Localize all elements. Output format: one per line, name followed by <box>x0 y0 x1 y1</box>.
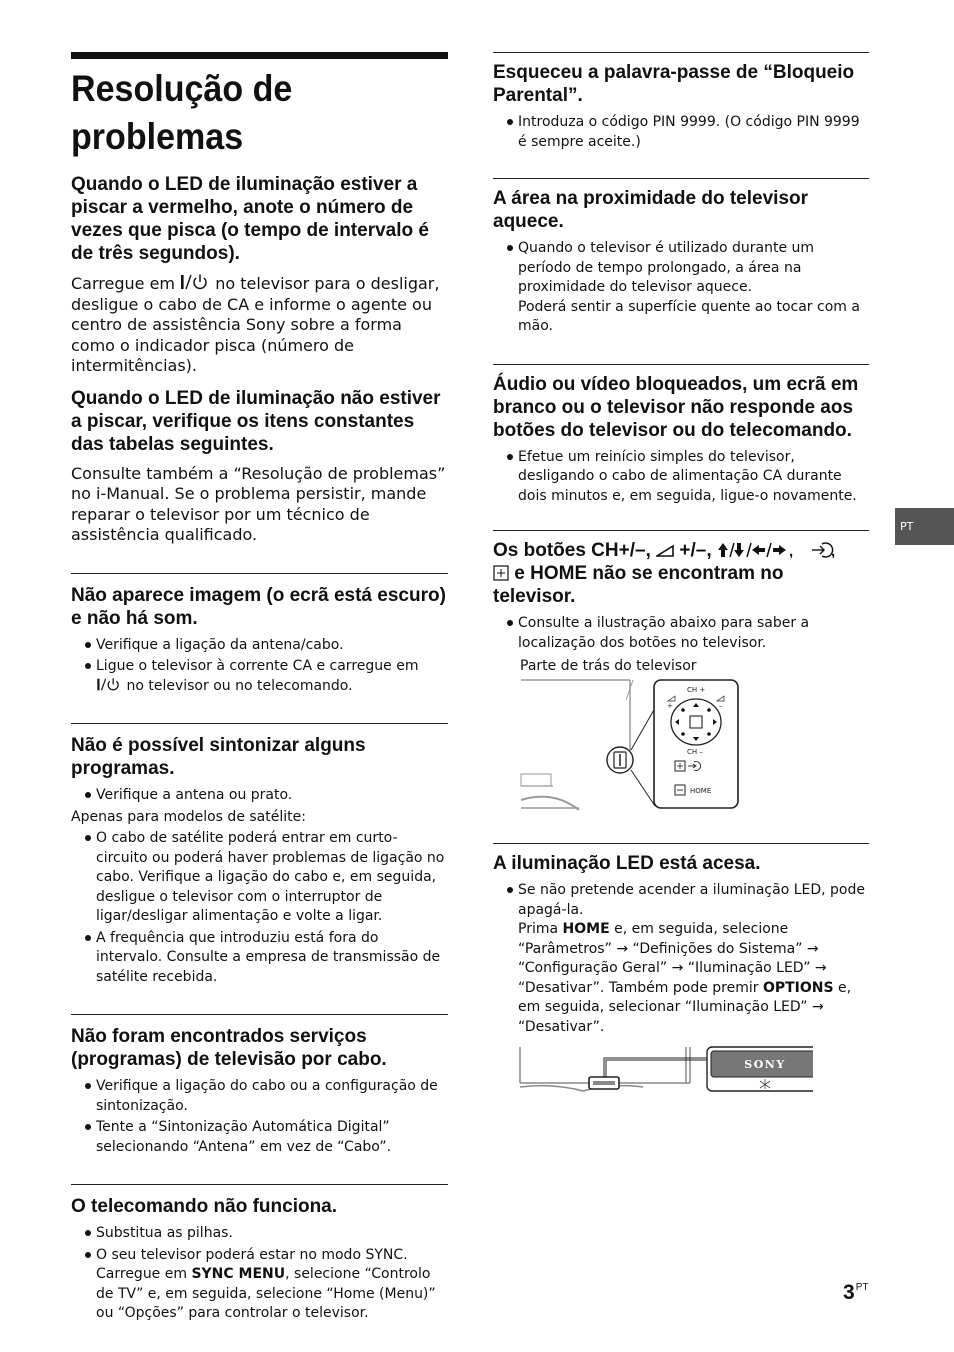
list-item: Quando o televisor é utilizado durante um período de tempo prolongado, a área na proximidade do televisor aquece. Poderá sentir a superfície quente ao tocar com a mão. <box>493 239 869 337</box>
section-heading: Áudio ou vídeo bloqueados, um ecrã em branco ou o televisor não responde aos botões do televisor ou do telecomando. <box>493 373 859 441</box>
sync-menu-label: SYNC MENU <box>191 1266 286 1282</box>
section-heat <box>493 178 869 337</box>
section-heading: Os botões CH+/–, +/–, , , e HOME não se encontram no televisor. <box>493 540 836 607</box>
volume-icon <box>656 545 674 557</box>
list-item: A frequência que introduziu está fora do intervalo. Consulte a empresa de transmissão de satélite recebida. <box>71 929 448 988</box>
list-item: Verifique a ligação do cabo ou a configuração de sintonização. <box>71 1077 448 1116</box>
page-title: Resolução de problemas <box>71 68 293 157</box>
options-key-label: OPTIONS <box>762 979 834 996</box>
led-illustration <box>493 1045 813 1097</box>
ch-plus-label: CH + <box>687 686 706 694</box>
input-icon <box>810 542 836 558</box>
satellite-note: Apenas para modelos de satélite: <box>71 808 306 825</box>
tv-buttons-illustration <box>493 678 743 813</box>
section-tuning <box>71 723 448 987</box>
list-item: Efetue um reinício simples do televisor, desligando o cabo de alimentação CA durante dois minutos e, em seguida, ligue-o novamente. <box>493 448 869 507</box>
section-led <box>493 843 869 1101</box>
arrow-icon: → <box>812 999 824 1015</box>
section-remote <box>71 1184 448 1324</box>
guide-icon <box>493 565 509 581</box>
intro-paragraph-not-blinking: Consulte também a “Resolução de problemas” no i-Manual. Se o problema persistir, mande reparar o televisor por um técnico de assistência qualificado. <box>71 463 446 544</box>
section-heading: O telecomando não funciona. <box>71 1196 338 1217</box>
list-item: Verifique a antena ou prato. <box>71 786 448 806</box>
section-password <box>493 52 869 152</box>
intro-heading-blinking: Quando o LED de iluminação estiver a piscar a vermelho, anote o número de vezes que pisca (o tempo de intervalo é de três segundos). <box>71 174 429 264</box>
page-number: $3^{PT}$ <box>843 1281 869 1304</box>
section-heading: A área na proximidade do televisor aquece. <box>493 188 809 232</box>
svg-text:,: , <box>788 543 794 558</box>
intro-heading-not-blinking: Quando o LED de iluminação não estiver a piscar, verifique os itens constantes das tabelas seguintes. <box>71 387 441 455</box>
arrow-keys-icon <box>717 542 805 558</box>
list-item: Ligue o televisor à corrente CA e carregue em no televisor ou no telecomando. <box>71 657 448 696</box>
list-item: Se não pretende acender a iluminação LED, pode apagá-la. Prima HOME e, em seguida, selecione “Parâmetros” → “Definições do Sistema” → “Configuração Geral” → “Iluminação LED” → “Desativar”. Também pode premir OPTIONS e, em seguida, selecionar “Iluminação LED” → “Desativar”. <box>493 881 869 1037</box>
arrow-icon: → <box>616 940 629 957</box>
list-item: Introduza o código PIN 9999. (O código PIN 9999 é sempre aceite.) <box>493 113 869 152</box>
list-item: Verifique a ligação da antena/cabo. <box>71 636 448 656</box>
section-buttons <box>493 530 869 817</box>
illustration-caption: Parte de trás do televisor <box>520 658 697 674</box>
language-tab: PT <box>895 508 954 545</box>
section-no-picture <box>71 573 448 697</box>
section-heading: A iluminação LED está acesa. <box>493 853 761 874</box>
list-item: Consulte a ilustração abaixo para saber a localização dos botões no televisor. <box>493 614 869 653</box>
title-rule <box>71 52 448 59</box>
section-cable <box>71 1014 448 1157</box>
home-key-label: HOME <box>562 921 610 937</box>
arrow-icon: → <box>671 960 684 976</box>
section-heading: Não aparece imagem (o ecrã está escuro) e não há som. <box>71 584 446 629</box>
vol-minus-label: – <box>719 702 723 710</box>
power-icon <box>96 677 122 692</box>
ch-minus-label: CH – <box>687 748 703 756</box>
list-item: Tente a “Sintonização Automática Digital” selecionando “Antena” em vez de “Cabo”. <box>71 1118 448 1157</box>
power-icon <box>180 273 210 291</box>
intro-paragraph-blinking: Carregue em no televisor para o desligar, desligue o cabo de CA e informe o agente ou centro de assistência Sony sobre a forma como o indicador pisca (número de intermitências). <box>71 274 440 375</box>
section-heading: Esqueceu a palavra-passe de “Bloqueio Parental”. <box>493 62 855 106</box>
d-pad-center-button <box>690 716 702 728</box>
arrow-icon: → <box>814 960 827 976</box>
left-column <box>71 52 448 1326</box>
list-item: O seu televisor poderá estar no modo SYNC. Carregue em SYNC MENU, selecione “Controlo de TV” e, em seguida, selecione “Home (Menu)” ou “Opções” para controlar o televisor. <box>71 1246 448 1324</box>
section-heading: Não é possível sintonizar alguns programas. <box>71 735 366 779</box>
svg-text:,: , <box>831 543 836 558</box>
sony-logo: SONY <box>744 1058 786 1071</box>
home-label: HOME <box>690 787 712 795</box>
list-item: O cabo de satélite poderá entrar em curto-circuito ou poderá haver problemas de ligação no cabo. Verifique a ligação do cabo e, em seguida, desligue o televisor com o interruptor de ligar/desligar alimentação e volte a ligar. <box>71 829 448 927</box>
list-item: Substitua as pilhas. <box>71 1224 448 1244</box>
section-heading: Não foram encontrados serviços (programas) de televisão por cabo. <box>71 1026 387 1070</box>
section-frozen <box>493 364 869 507</box>
right-column <box>493 52 869 1101</box>
vol-plus-label: + <box>667 702 673 710</box>
arrow-icon: → <box>806 940 819 957</box>
